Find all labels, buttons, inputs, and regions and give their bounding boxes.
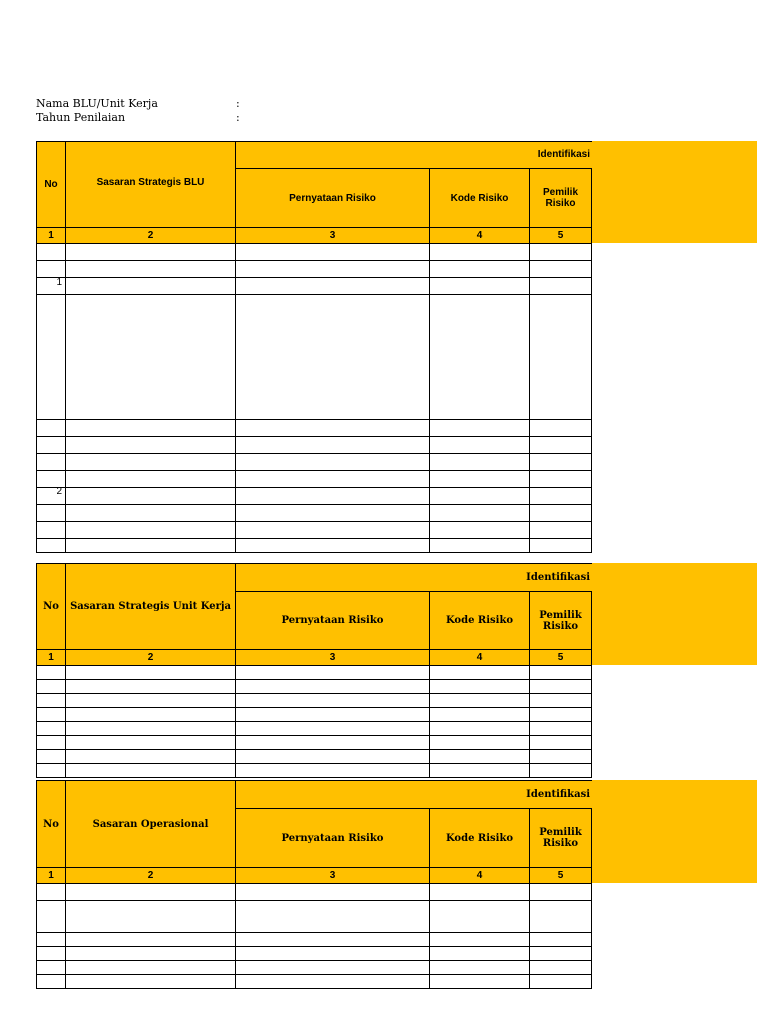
table-cell[interactable] (429, 763, 530, 778)
col-number: 2 (147, 870, 154, 881)
col-no-label: No (44, 179, 58, 190)
table-cell[interactable] (429, 974, 530, 989)
table-cell[interactable] (429, 883, 530, 901)
col-number: 3 (329, 230, 336, 241)
table-cell[interactable] (529, 453, 592, 471)
table-cell[interactable] (529, 960, 592, 975)
table-cell[interactable] (36, 470, 66, 488)
table-cell[interactable] (65, 763, 236, 778)
table-cell[interactable] (235, 453, 430, 471)
table-cell[interactable] (529, 538, 592, 553)
table-cell[interactable] (429, 721, 530, 736)
table-cell[interactable] (36, 763, 66, 778)
table-cell[interactable] (36, 679, 66, 694)
table-cell[interactable] (36, 932, 66, 947)
table-cell[interactable] (529, 277, 592, 295)
table-cell[interactable] (529, 521, 592, 539)
divider (235, 780, 592, 781)
table-cell[interactable] (65, 419, 236, 437)
col-code-label: Kode Risiko (445, 615, 514, 626)
table-cell[interactable] (36, 960, 66, 975)
table-cell[interactable] (65, 436, 236, 454)
col-statement-label: Pernyataan Risiko (281, 832, 384, 844)
row-number: 1 (56, 277, 62, 288)
table-cell[interactable] (529, 294, 592, 420)
col-owner-label: Pemilik Risiko (539, 827, 582, 849)
table-cell[interactable] (235, 974, 430, 989)
table-cell[interactable] (36, 504, 66, 522)
table-cell[interactable] (65, 504, 236, 522)
table-cell[interactable] (65, 487, 236, 505)
table-cell[interactable] (65, 470, 236, 488)
col-number: 5 (557, 870, 564, 881)
table-cell[interactable] (235, 693, 430, 708)
table-cell[interactable] (429, 487, 530, 505)
table-cell[interactable] (65, 693, 236, 708)
col-number: 3 (329, 870, 336, 881)
table-cell[interactable] (36, 693, 66, 708)
table-cell[interactable] (65, 260, 236, 278)
table-cell[interactable] (235, 294, 430, 420)
unit-label: Nama BLU/Unit Kerja (36, 97, 158, 110)
table-cell[interactable] (429, 470, 530, 488)
table-cell[interactable] (429, 504, 530, 522)
table-cell[interactable] (235, 763, 430, 778)
table-cell[interactable] (529, 883, 592, 901)
table-cell[interactable] (36, 946, 66, 961)
divider (235, 141, 592, 142)
col-statement-label: Pernyataan Risiko (289, 192, 376, 204)
table-cell[interactable] (429, 693, 530, 708)
unit-value[interactable]: : (236, 97, 240, 110)
table-cell[interactable] (235, 538, 430, 553)
table-cell[interactable] (429, 900, 530, 933)
table-cell[interactable] (529, 679, 592, 694)
table-cell[interactable] (529, 470, 592, 488)
table-cell[interactable] (429, 453, 530, 471)
table-cell[interactable] (429, 521, 530, 539)
table-cell[interactable] (529, 419, 592, 437)
col-code-label: Kode Risiko (445, 832, 514, 844)
table-cell[interactable] (36, 294, 66, 420)
table-cell[interactable] (235, 749, 430, 764)
table-cell[interactable] (429, 665, 530, 680)
table-cell[interactable] (235, 521, 430, 539)
table-cell[interactable] (36, 538, 66, 553)
table-cell[interactable] (36, 707, 66, 722)
table-cell[interactable] (529, 665, 592, 680)
table-cell[interactable] (429, 735, 530, 750)
table-cell[interactable] (429, 946, 530, 961)
table-cell[interactable] (65, 294, 236, 420)
table-cell[interactable] (65, 665, 236, 680)
table-cell[interactable] (65, 960, 236, 975)
table-cell[interactable] (529, 749, 592, 764)
table-cell[interactable] (36, 487, 66, 505)
table-cell[interactable] (235, 721, 430, 736)
table-cell[interactable] (429, 538, 530, 553)
col-no-label: No (43, 601, 59, 612)
table-cell[interactable] (65, 521, 236, 539)
table-cell[interactable] (429, 436, 530, 454)
form-header (36, 98, 336, 126)
table-cell[interactable] (65, 721, 236, 736)
divider (235, 563, 592, 564)
table-cell[interactable] (235, 679, 430, 694)
table-cell[interactable] (235, 436, 430, 454)
col-number: 2 (147, 652, 154, 663)
table-cell[interactable] (235, 735, 430, 750)
table-cell[interactable] (529, 504, 592, 522)
table-cell[interactable] (36, 453, 66, 471)
table-cell[interactable] (65, 749, 236, 764)
col-number: 1 (48, 870, 54, 881)
col-number: 3 (329, 652, 336, 663)
table-cell[interactable] (235, 277, 430, 295)
table-cell[interactable] (529, 436, 592, 454)
table-cell[interactable] (65, 932, 236, 947)
table-cell[interactable] (235, 487, 430, 505)
table-cell[interactable] (65, 735, 236, 750)
table-cell[interactable] (235, 419, 430, 437)
identifikasi-label: Identifikasi (537, 148, 590, 160)
table-cell[interactable] (235, 665, 430, 680)
table-cell[interactable] (529, 763, 592, 778)
col-number: 4 (476, 652, 483, 663)
table-cell[interactable] (529, 707, 592, 722)
table-cell[interactable] (65, 453, 236, 471)
table-cell[interactable] (429, 679, 530, 694)
table-cell[interactable] (235, 883, 430, 901)
table-cell[interactable] (429, 243, 530, 261)
table-cell[interactable] (429, 294, 530, 420)
table-cell[interactable] (529, 243, 592, 261)
table-cell[interactable] (36, 243, 66, 261)
table-cell[interactable] (235, 260, 430, 278)
col-owner-label: Pemilik Risiko (542, 187, 579, 209)
table-cell[interactable] (529, 693, 592, 708)
year-label: Tahun Penilaian (36, 111, 126, 124)
table-cell[interactable] (36, 900, 66, 933)
table-cell[interactable] (429, 932, 530, 947)
table-cell[interactable] (235, 900, 430, 933)
identifikasi-label: Identifikasi (526, 788, 590, 800)
col-no-label: No (43, 818, 59, 830)
table-cell[interactable] (529, 487, 592, 505)
table-cell[interactable] (36, 436, 66, 454)
table-cell[interactable] (235, 932, 430, 947)
table-cell[interactable] (65, 946, 236, 961)
col-target-label: Sasaran Strategis Unit Kerja (70, 601, 231, 612)
table-cell[interactable] (429, 260, 530, 278)
table-cell[interactable] (36, 883, 66, 901)
table-cell[interactable] (36, 749, 66, 764)
col-statement-label: Pernyataan Risiko (281, 615, 384, 626)
table-cell[interactable] (65, 538, 236, 553)
table-cell[interactable] (65, 707, 236, 722)
table-cell[interactable] (529, 946, 592, 961)
table-cell[interactable] (235, 707, 430, 722)
table-cell[interactable] (36, 735, 66, 750)
col-number: 5 (557, 230, 564, 241)
table-cell[interactable] (65, 243, 236, 261)
col-number: 5 (557, 652, 564, 663)
table-cell[interactable] (235, 504, 430, 522)
table-cell[interactable] (235, 243, 430, 261)
table-cell[interactable] (36, 521, 66, 539)
table-cell[interactable] (65, 900, 236, 933)
year-value[interactable]: : (236, 111, 240, 124)
table-cell[interactable] (235, 960, 430, 975)
table-cell[interactable] (235, 470, 430, 488)
table-cell[interactable] (65, 974, 236, 989)
table-cell[interactable] (529, 900, 592, 933)
row-number: 2 (56, 486, 62, 497)
table-cell[interactable] (65, 277, 236, 295)
table-cell[interactable] (36, 974, 66, 989)
table-cell[interactable] (36, 721, 66, 736)
table-cell[interactable] (36, 665, 66, 680)
col-number: 4 (476, 230, 483, 241)
table-cell[interactable] (36, 419, 66, 437)
col-number: 2 (147, 230, 154, 241)
table-cell[interactable] (429, 749, 530, 764)
table-cell[interactable] (36, 277, 66, 295)
col-target-label: Sasaran Strategis BLU (96, 176, 205, 188)
table-cell[interactable] (429, 277, 530, 295)
col-target-label: Sasaran Operasional (92, 818, 209, 830)
table-cell[interactable] (65, 679, 236, 694)
table-cell[interactable] (529, 735, 592, 750)
table-cell[interactable] (529, 932, 592, 947)
table-cell[interactable] (235, 946, 430, 961)
col-number: 1 (48, 652, 54, 663)
col-code-label: Kode Risiko (450, 192, 509, 204)
table-cell[interactable] (529, 260, 592, 278)
table-cell[interactable] (529, 721, 592, 736)
table-cell[interactable] (429, 419, 530, 437)
identifikasi-label: Identifikasi (526, 571, 590, 583)
table-cell[interactable] (529, 974, 592, 989)
col-owner-label: Pemilik Risiko (539, 609, 582, 632)
table-cell[interactable] (65, 883, 236, 901)
table-cell[interactable] (429, 960, 530, 975)
table-cell[interactable] (36, 260, 66, 278)
table-cell[interactable] (429, 707, 530, 722)
col-number: 4 (476, 870, 483, 881)
col-number: 1 (48, 230, 54, 241)
